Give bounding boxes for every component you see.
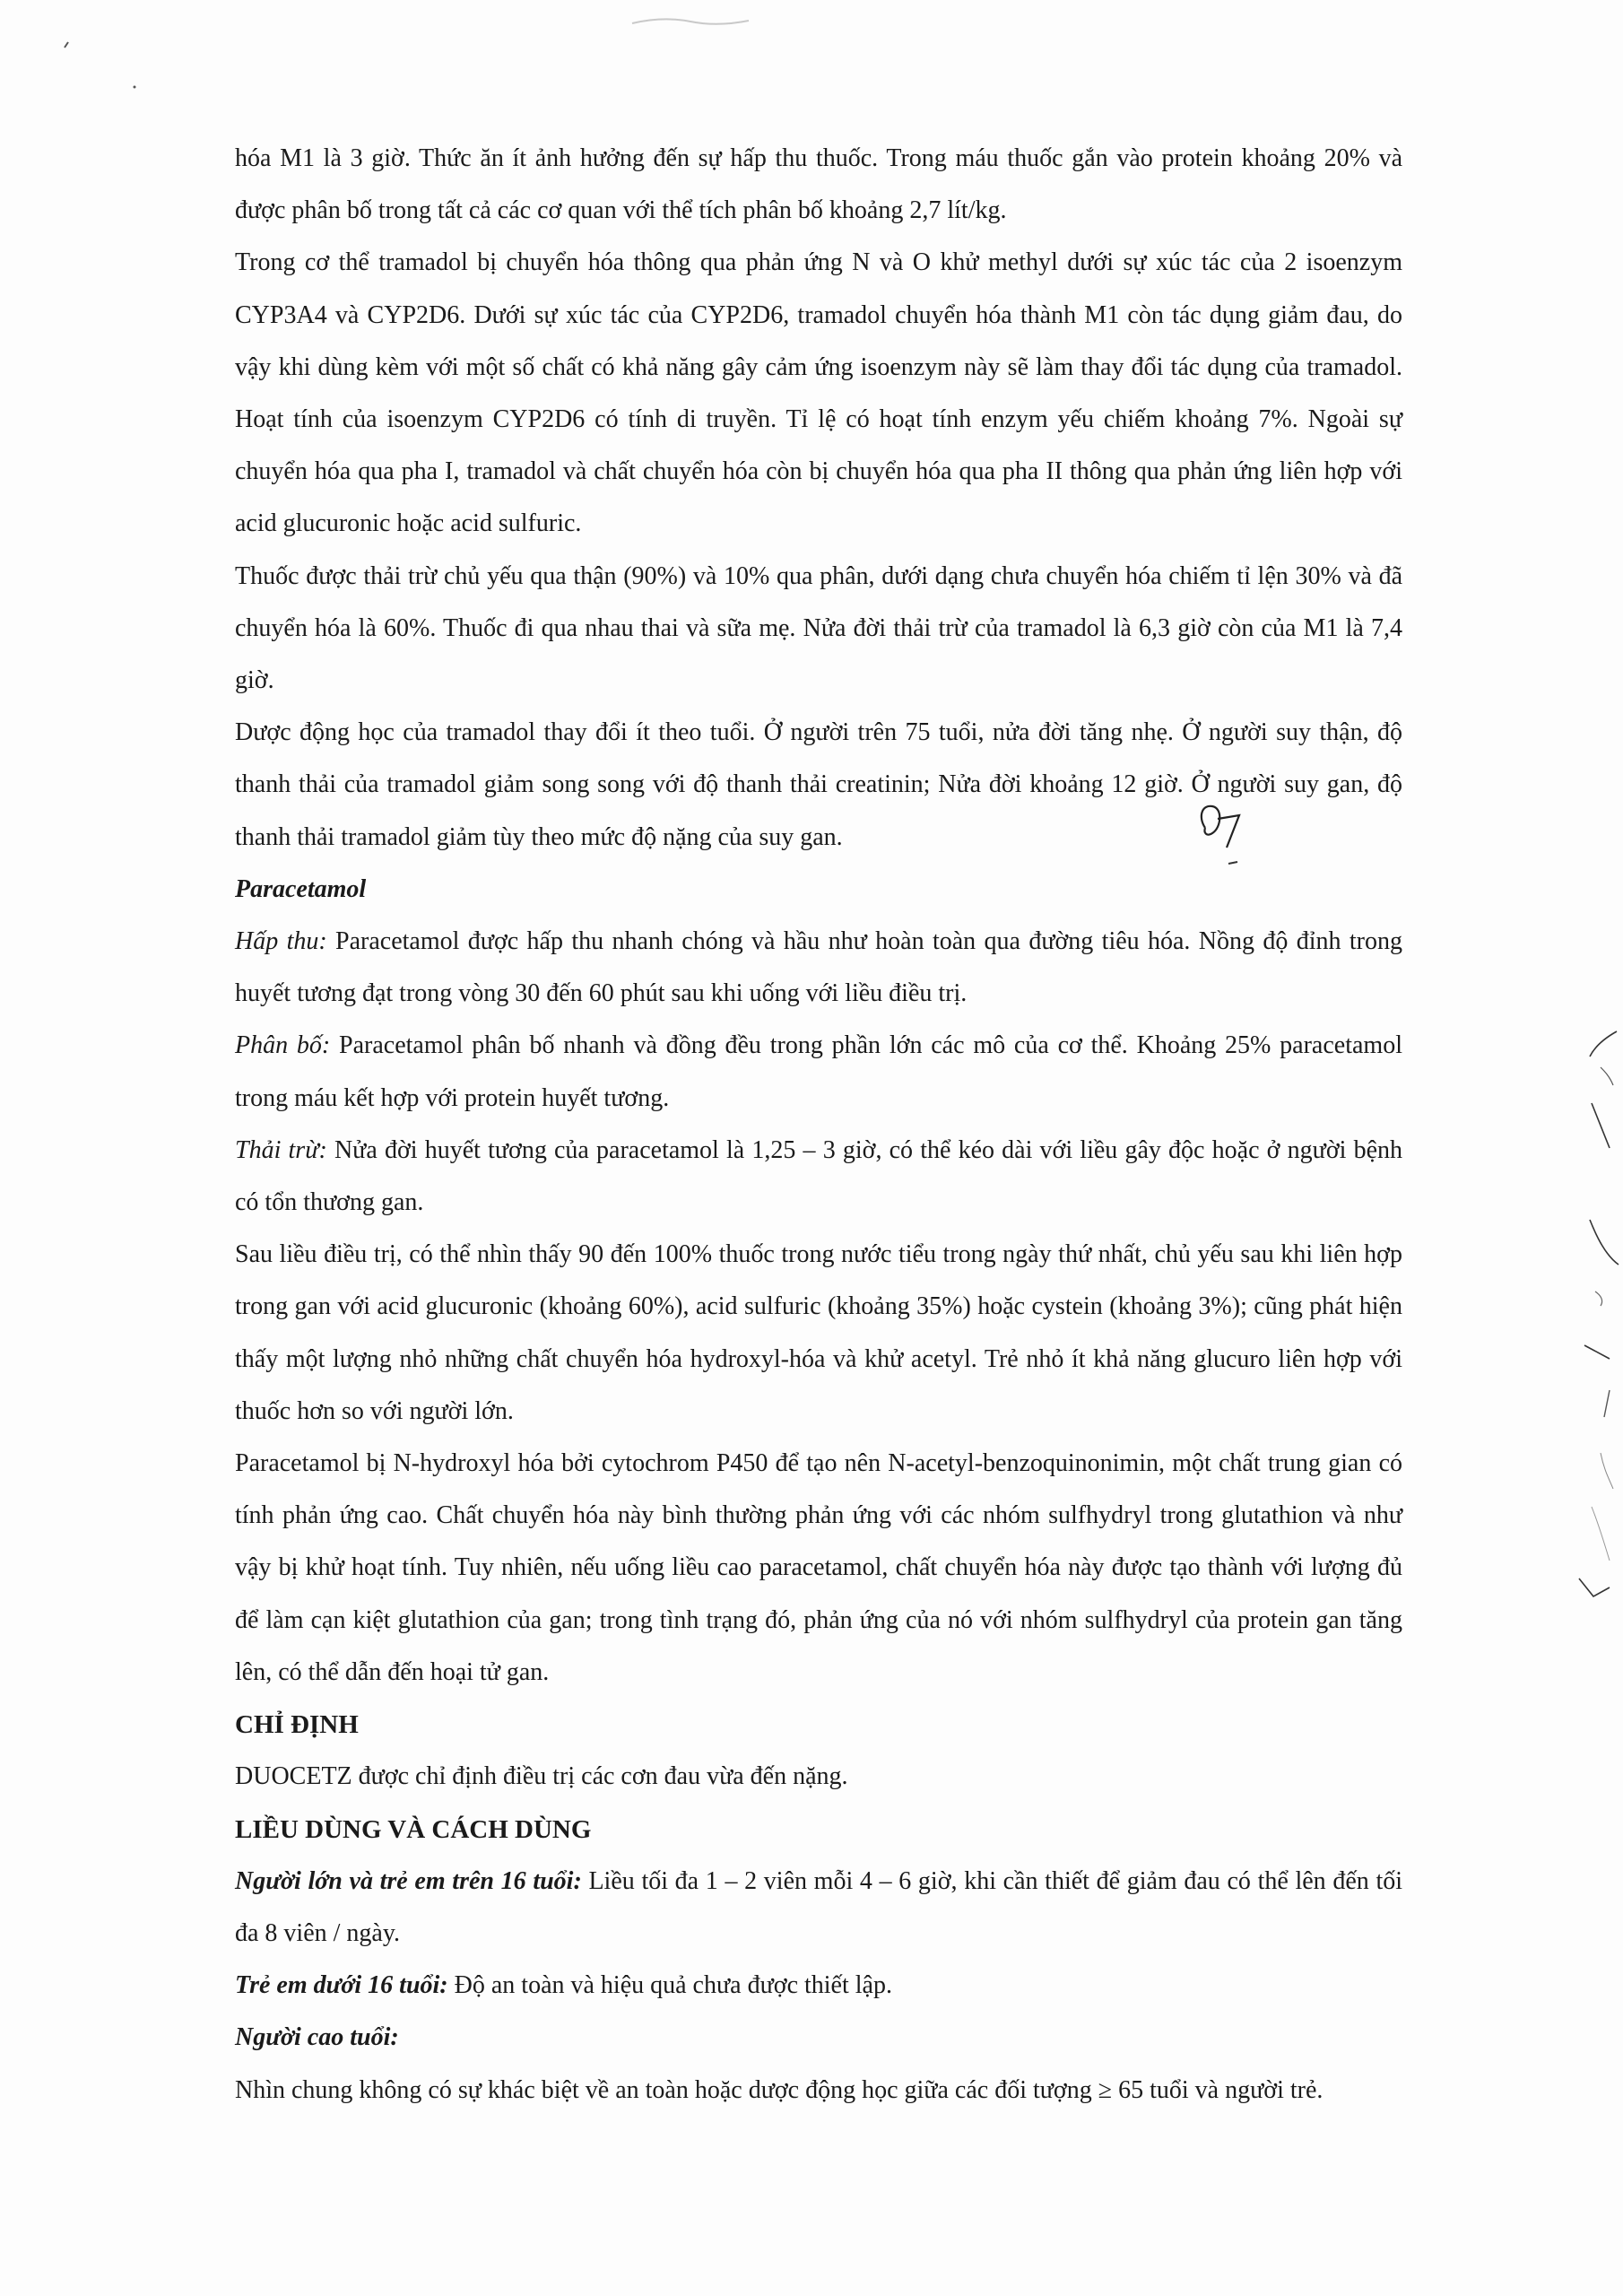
label-child: Trẻ em dưới 16 tuổi: [235,1971,448,2000]
paragraph-paracetamol-distribution [235,1020,1402,1124]
label-adult: Người lớn và trẻ em trên 16 tuổi: [235,1866,582,1895]
paragraph-paracetamol-metabolism: Paracetamol bị N-hydroxyl hóa bởi cytochrom P450 để tạo nên N-acetyl-benzoquinonimin, một chất trung gian có tính phản ứng cao. Chất chuyển hóa này bình thường phản ứng với các nhóm sulfhydryl trong glutathion và như vậy bị khử hoạt tính. Tuy nhiên, nếu uống liều cao paracetamol, chất chuyển hóa này được tạo thành với lượng đủ để làm cạn kiệt glutathion của gan; trong tình trạng đó, phản ứng của nó với nhóm sulfhydryl của protein gan tăng lên, có thể dẫn đến hoại tử gan. [235,1449,1402,1686]
paragraph-paracetamol-urinary: Sau liều điều trị, có thể nhìn thấy 90 đến 100% thuốc trong nước tiểu trong ngày thứ nhất, chủ yếu sau khi liên hợp trong gan với acid glucuronic (khoảng 60%), acid sulfuric (khoảng 35%) hoặc cystein (khoảng 3%); cũng phát hiện thấy một lượng nhỏ những chất chuyển hóa hydroxyl-hóa và khử acetyl. Trẻ nhỏ ít khả năng glucuro liên hợp với thuốc hơn so với người lớn. [235,1240,1402,1425]
margin-scribbles [1574,1004,1623,1632]
text-absorption: Paracetamol được hấp thu nhanh chóng và hầu như hoàn toàn qua đường tiêu hóa. Nồng độ đỉnh trong huyết tương đạt trong vòng 30 đến 60 phút sau khi uống với liều điều trị. [235,927,1402,1008]
text-distribution: Paracetamol phân bố nhanh và đồng đều trong phần lớn các mô của cơ thể. Khoảng 25% paracetamol trong máu kết hợp với protein huyết tương. [235,1031,1402,1112]
section-title-paracetamol: Paracetamol [235,874,367,903]
text-child: Độ an toàn và hiệu quả chưa được thiết lập. [447,1971,892,2000]
label-elimination: Thải trừ: [235,1135,327,1164]
paragraph-metabolism-tramadol: Trong cơ thể tramadol bị chuyển hóa thông qua phản ứng N và O khử methyl dưới sự xúc tác của 2 isoenzym CYP3A4 và CYP2D6. Dưới sự xúc tác của CYP2D6, tramadol chuyển hóa thành M1 còn tác dụng giảm đau, do vậy khi dùng kèm với một số chất có khả năng gây cảm ứng isoenzym này sẽ làm thay đổi tác dụng của tramadol. Hoạt tính của isoenzym CYP2D6 có tính di truyền. Tỉ lệ có hoạt tính enzym yếu chiếm khoảng 7%. Ngoài sự chuyển hóa qua pha I, tramadol và chất chuyển hóa còn bị chuyển hóa qua pha II thông qua phản ứng liên hợp với acid glucuronic hoặc acid sulfuric. [235,248,1402,538]
scan-smudge [628,13,753,30]
paragraph-indication: DUOCETZ được chỉ định điều trị các cơn đau vừa đến nặng. [235,1762,848,1791]
paragraph-absorption-tramadol: hóa M1 là 3 giờ. Thức ăn ít ảnh hưởng đến sự hấp thu thuốc. Trong máu thuốc gắn vào protein khoảng 20% và được phân bố trong tất cả các cơ quan với thể tích phân bố khoảng 2,7 lít/kg. [235,144,1402,225]
handwritten-initial-mark [1193,801,1255,873]
text-elimination: Nửa đời huyết tương của paracetamol là 1,25 – 3 giờ, có thể kéo dài với liều gây độc hoặc ở người bệnh có tổn thương gan. [235,1135,1402,1217]
heading-dosage: LIỀU DÙNG VÀ CÁCH DÙNG [235,1814,592,1844]
label-elderly: Người cao tuổi: [235,2023,399,2052]
document-body [235,133,1402,2117]
paragraph-dosage-elderly: Nhìn chung không có sự khác biệt về an toàn hoặc dược động học giữa các đối tượng ≥ 65 tuổi và người trẻ. [235,2075,1324,2104]
paragraph-dosage-child [235,1960,1402,2012]
label-absorption: Hấp thu: [235,927,327,956]
paragraph-paracetamol-absorption [235,916,1402,1020]
paragraph-dosage-adult [235,1856,1402,1960]
paragraph-paracetamol-elimination [235,1125,1402,1229]
paragraph-pharmacokinetics-tramadol: Dược động học của tramadol thay đổi ít theo tuổi. Ở người trên 75 tuổi, nửa đời tăng nhẹ. Ở người suy thận, độ thanh thải của tramadol giảm song song với độ thanh thải creatinin; Nửa đời khoảng 12 giờ. Ở người suy gan, độ thanh thải tramadol giảm tùy theo mức độ nặng của suy gan. [235,718,1402,851]
label-distribution: Phân bố: [235,1031,331,1060]
heading-indication: CHỈ ĐỊNH [235,1710,359,1740]
text-adult: Liều tối đa 1 – 2 viên mỗi 4 – 6 giờ, khi cần thiết để giảm đau có thể lên đến tối đa 8 viên / ngày. [235,1866,1403,1947]
paragraph-excretion-tramadol: Thuốc được thải trừ chủ yếu qua thận (90%) và 10% qua phân, dưới dạng chưa chuyển hóa chiếm tỉ lện 30% và đã chuyển hóa là 60%. Thuốc đi qua nhau thai và sữa mẹ. Nửa đời thải trừ của tramadol là 6,3 giờ còn của M1 là 7,4 giờ. [235,561,1402,695]
corner-scan-mark [63,40,143,94]
